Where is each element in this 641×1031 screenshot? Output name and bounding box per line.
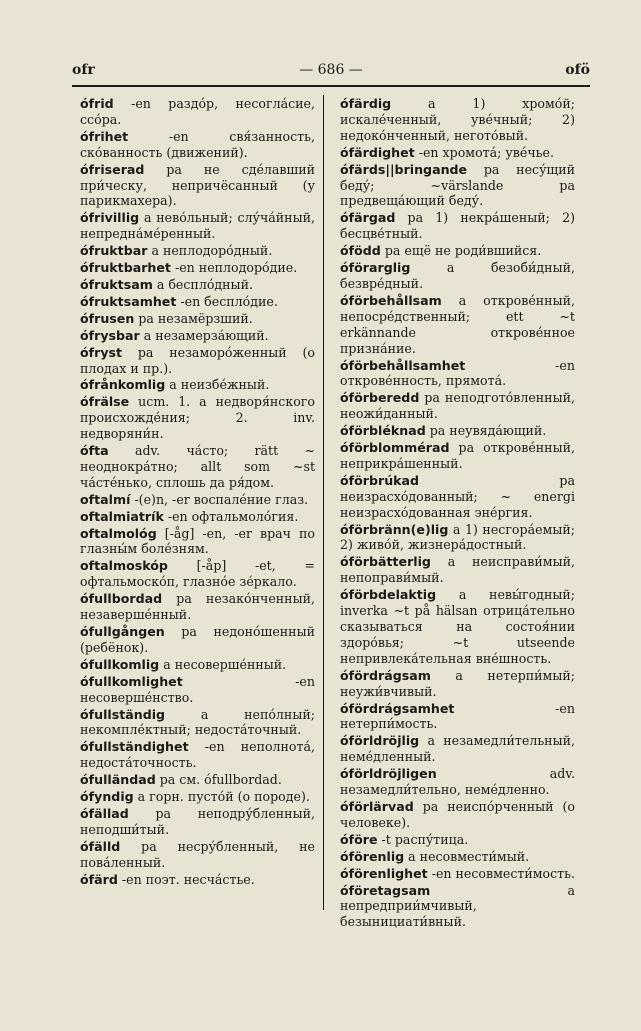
definition: a невы́годный; inverka ~t på hälsan отрица́тельно сказываться на состоя́нии здоро́вья; ~t utseende непривлека́тельная вне́шность. [340,587,575,666]
dictionary-entry [80,806,315,838]
dictionary-entry [340,145,575,161]
headword: óförlärvad [340,798,414,814]
headword: óförbehållsam [340,292,442,308]
headword: ófrihet [80,128,129,144]
definition: a несовмести́мый. [404,848,530,864]
definition: -(e)n, -er воспале́ние глаз. [130,491,309,507]
dictionary-entry [340,554,575,586]
definition: pa ещё не роди́вшийся. [380,243,542,259]
definition: -en хромота́; уве́чье. [414,144,554,160]
header-right-guide-word: ofö [565,62,590,78]
dictionary-entry [340,473,575,521]
headword: ófördrágsam [340,667,431,683]
headword: óförarglig [340,260,411,276]
dictionary-entry [340,260,575,292]
definition: -t распу́тица. [377,831,469,847]
dictionary-entry [80,277,315,293]
definition: pa открове́нный, неприкра́шенный. [340,440,575,471]
dictionary-entry [80,674,315,706]
dictionary-entry [80,657,315,673]
definition: -en нетерпи́мость. [340,700,575,732]
left-column [80,96,315,889]
headword: óförenlig [340,848,405,864]
definition: ucm. 1. a недворя́нского происхожде́ния; 2. inv. недворяни́н. [80,394,315,442]
dictionary-entry [340,96,575,144]
dictionary-entry [340,423,575,439]
dictionary-entry [340,733,575,765]
definition: a непо́лный; некомпле́ктный; недоста́точный. [80,706,315,738]
dictionary-entry [340,766,575,798]
headword: ófruktbarhet [80,260,171,276]
definition: -en поэт. несча́стье. [117,871,255,887]
dictionary-entry [80,558,315,590]
headword: ófta [80,443,109,459]
headword: ófruktsamhet [80,293,177,309]
header-left-guide-word: ofr [72,62,95,78]
dictionary-entry [80,311,315,327]
dictionary-entry [80,839,315,871]
headword: oftalmoskóp [80,558,168,574]
headword: óförbrúkad [340,472,420,488]
headword: ófrivillig [80,210,140,226]
dictionary-entry [340,866,575,882]
dictionary-entry [80,872,315,888]
headword: ófullständig [80,706,166,722]
definition: a неисправи́мый, непоправи́мый. [340,554,575,586]
headword: ófryst [80,344,123,360]
definition: -en неплодоро́дие. [170,260,298,276]
dictionary-entry [80,509,315,525]
definition: pa неподгото́вленный, неожи́данный. [340,390,575,422]
dictionary-entry [80,129,315,161]
headword: ófullbordad [80,591,163,607]
headword: ófulländad [80,772,156,788]
headword: ófärgad [340,210,396,226]
definition: -en открове́нность, прямота́. [340,357,575,389]
dictionary-entry [80,377,315,393]
headword: óförenlighet [340,865,428,881]
dictionary-entry [340,849,575,865]
definition: a нево́льный; слу́ча́йный, непредна́ме́ренный. [80,210,315,242]
headword: ófärdighet [340,144,415,160]
dictionary-entry [80,210,315,242]
headword: oftalmí [80,491,131,507]
definition: a 1) несгора́емый; 2) живо́й, жизнера́достный. [340,521,575,553]
headword: ófällad [80,805,129,821]
headword: ófrysbar [80,327,140,343]
definition: -en раздо́р, несогла́сие, ссо́ра. [80,96,315,127]
definition: -en несоверше́нство. [80,673,315,705]
headword: ófullgången [80,624,165,639]
dictionary-entry [80,707,315,739]
dictionary-entry [340,440,575,472]
headword: óförldröjligen [340,766,437,782]
dictionary-entry [80,394,315,442]
dictionary-entry [340,832,575,848]
definition: adv. ча́сто; rätt ~ неоднокра́тно; allt som ~st ча́сте́нько, сплошь да ря́дом. [80,443,315,490]
definition: pa неподру́бленный, неподши́тый. [80,805,315,837]
dictionary-entry [80,789,315,805]
headword: ófullkomlighet [80,673,183,689]
definition: pa недоно́шенный (ребёнок). [80,624,315,655]
headword: óförbätterlig [340,554,431,570]
dictionary-entry [340,358,575,390]
definition: a горн. пусто́й (о породе). [133,789,310,805]
headword: óförbléknad [340,423,426,439]
definition: pa см. ófullbordad. [155,772,282,788]
definition: a открове́нный, непосре́дственный; ett ~t erkännande открове́нное призна́ние. [340,292,575,356]
headword: ófrusen [80,310,135,326]
dictionary-entry [80,591,315,623]
headword: ófärds||bringande [340,161,468,177]
dictionary-entry [80,492,315,508]
dictionary-entry [340,162,575,210]
definition: -en несовмести́мость. [427,865,576,881]
dictionary-entry [80,345,315,377]
headword: ófriserad [80,161,145,177]
dictionary-entry [80,96,315,128]
definition: a неплодоро́дный. [147,243,273,259]
definition: a непредприи́мчивый, безынициати́вный. [340,882,575,930]
headword: ófruktbar [80,243,148,259]
right-column [340,96,575,931]
definition: a незамедли́тельный, неме́дленный. [340,733,575,765]
headword: óföre [340,831,378,847]
dictionary-entry [80,526,315,558]
dictionary-entry [80,443,315,491]
dictionary-entry [80,243,315,259]
headword: ófrånkomlig [80,377,166,393]
dictionary-entry [80,739,315,771]
dictionary-entry [340,293,575,357]
dictionary-entry [340,883,575,931]
headword: ófruktsam [80,276,153,292]
definition: -en офтальмоло́гия. [163,508,299,524]
definition: pa незако́нченный, незаверше́нный. [80,591,315,623]
headword: óförbränn(e)lig [340,521,449,537]
headword: oftalmológ [80,525,157,541]
headword: ófullständighet [80,739,189,755]
dictionary-entry [340,668,575,700]
definition: pa не сде́лавший при́ческу, непричёсанный (у парикмахера). [80,161,315,209]
page-number: — 686 — [299,62,363,78]
dictionary-entry [80,294,315,310]
definition: -en свя́занность, ско́ванность (движений). [80,128,315,160]
definition: a нетерпи́мый; неужи́вчивый. [340,667,575,699]
headword: oftalmiatrík [80,508,164,524]
headword: óföretagsam [340,882,431,898]
headword: óförblommérad [340,440,450,456]
dictionary-entry [340,522,575,554]
headword: ófrid [80,96,114,111]
definition: a беспло́дный. [152,276,253,292]
column-divider [323,95,324,910]
definition: a несоверше́нный. [159,656,287,672]
definition: pa неиспо́рченный (о человеке). [340,798,575,830]
definition: adv. незамедли́тельно, неме́дленно. [340,766,575,798]
page-header [72,62,590,86]
definition: -en беспло́дие. [176,293,278,309]
headword: ófälld [80,838,121,854]
headword: óförbdelaktig [340,587,437,603]
dictionary-entry [340,701,575,733]
dictionary-entry [340,799,575,831]
dictionary-entry [80,624,315,656]
dictionary-entry [80,328,315,344]
headword: óförbehållsamhet [340,357,466,373]
definition: pa несу́щий беду́; ~värslande pa предвеща́ющий беду́. [340,161,575,209]
definition: -en неполнота́, недоста́точность. [80,739,315,771]
definition: pa неувяда́ющий. [425,423,547,439]
headword: óförldröjlig [340,733,420,749]
definition: a незамерза́ющий. [139,327,269,343]
dictionary-entry [80,162,315,210]
dictionary-entry [340,390,575,422]
dictionary-entry [340,243,575,259]
definition: pa 1) некра́шеный; 2) бесцве́тный. [340,210,575,242]
headword: ófärdig [340,96,392,111]
headword: ófullkomlig [80,656,160,672]
headword: ófrälse [80,394,130,410]
headword: ófödd [340,243,381,259]
headword: ófördrágsamhet [340,700,455,716]
definition: pa незаморо́женный (о плодах и пр.). [80,344,315,376]
headword: ófyndig [80,789,134,805]
definition: a 1) хромо́й; искале́ченный, уве́чный; 2) недоко́нченный, негото́вый. [340,96,575,143]
dictionary-entry [340,210,575,242]
definition: a безоби́дный, безвре́дный. [340,260,575,291]
definition: [-åp] -et, = офтальмоско́п, глазно́е зе́ркало. [80,558,315,590]
dictionary-entry [80,772,315,788]
header-rule [72,85,590,87]
definition: a неизбе́жный. [165,377,270,393]
definition: pa незамёрзший. [134,310,253,326]
definition: pa неизрасхо́дованный; ~ energi неизрасхо́дованная эне́ргия. [340,472,575,520]
definition: [-åg] -en, -er врач по глазны́м боле́зням. [80,525,315,557]
dictionary-entry [80,260,315,276]
headword: óförberedd [340,390,420,406]
headword: ófärd [80,871,118,887]
dictionary-entry [340,587,575,667]
definition: pa несру́бленный, не пова́ленный. [80,838,315,870]
